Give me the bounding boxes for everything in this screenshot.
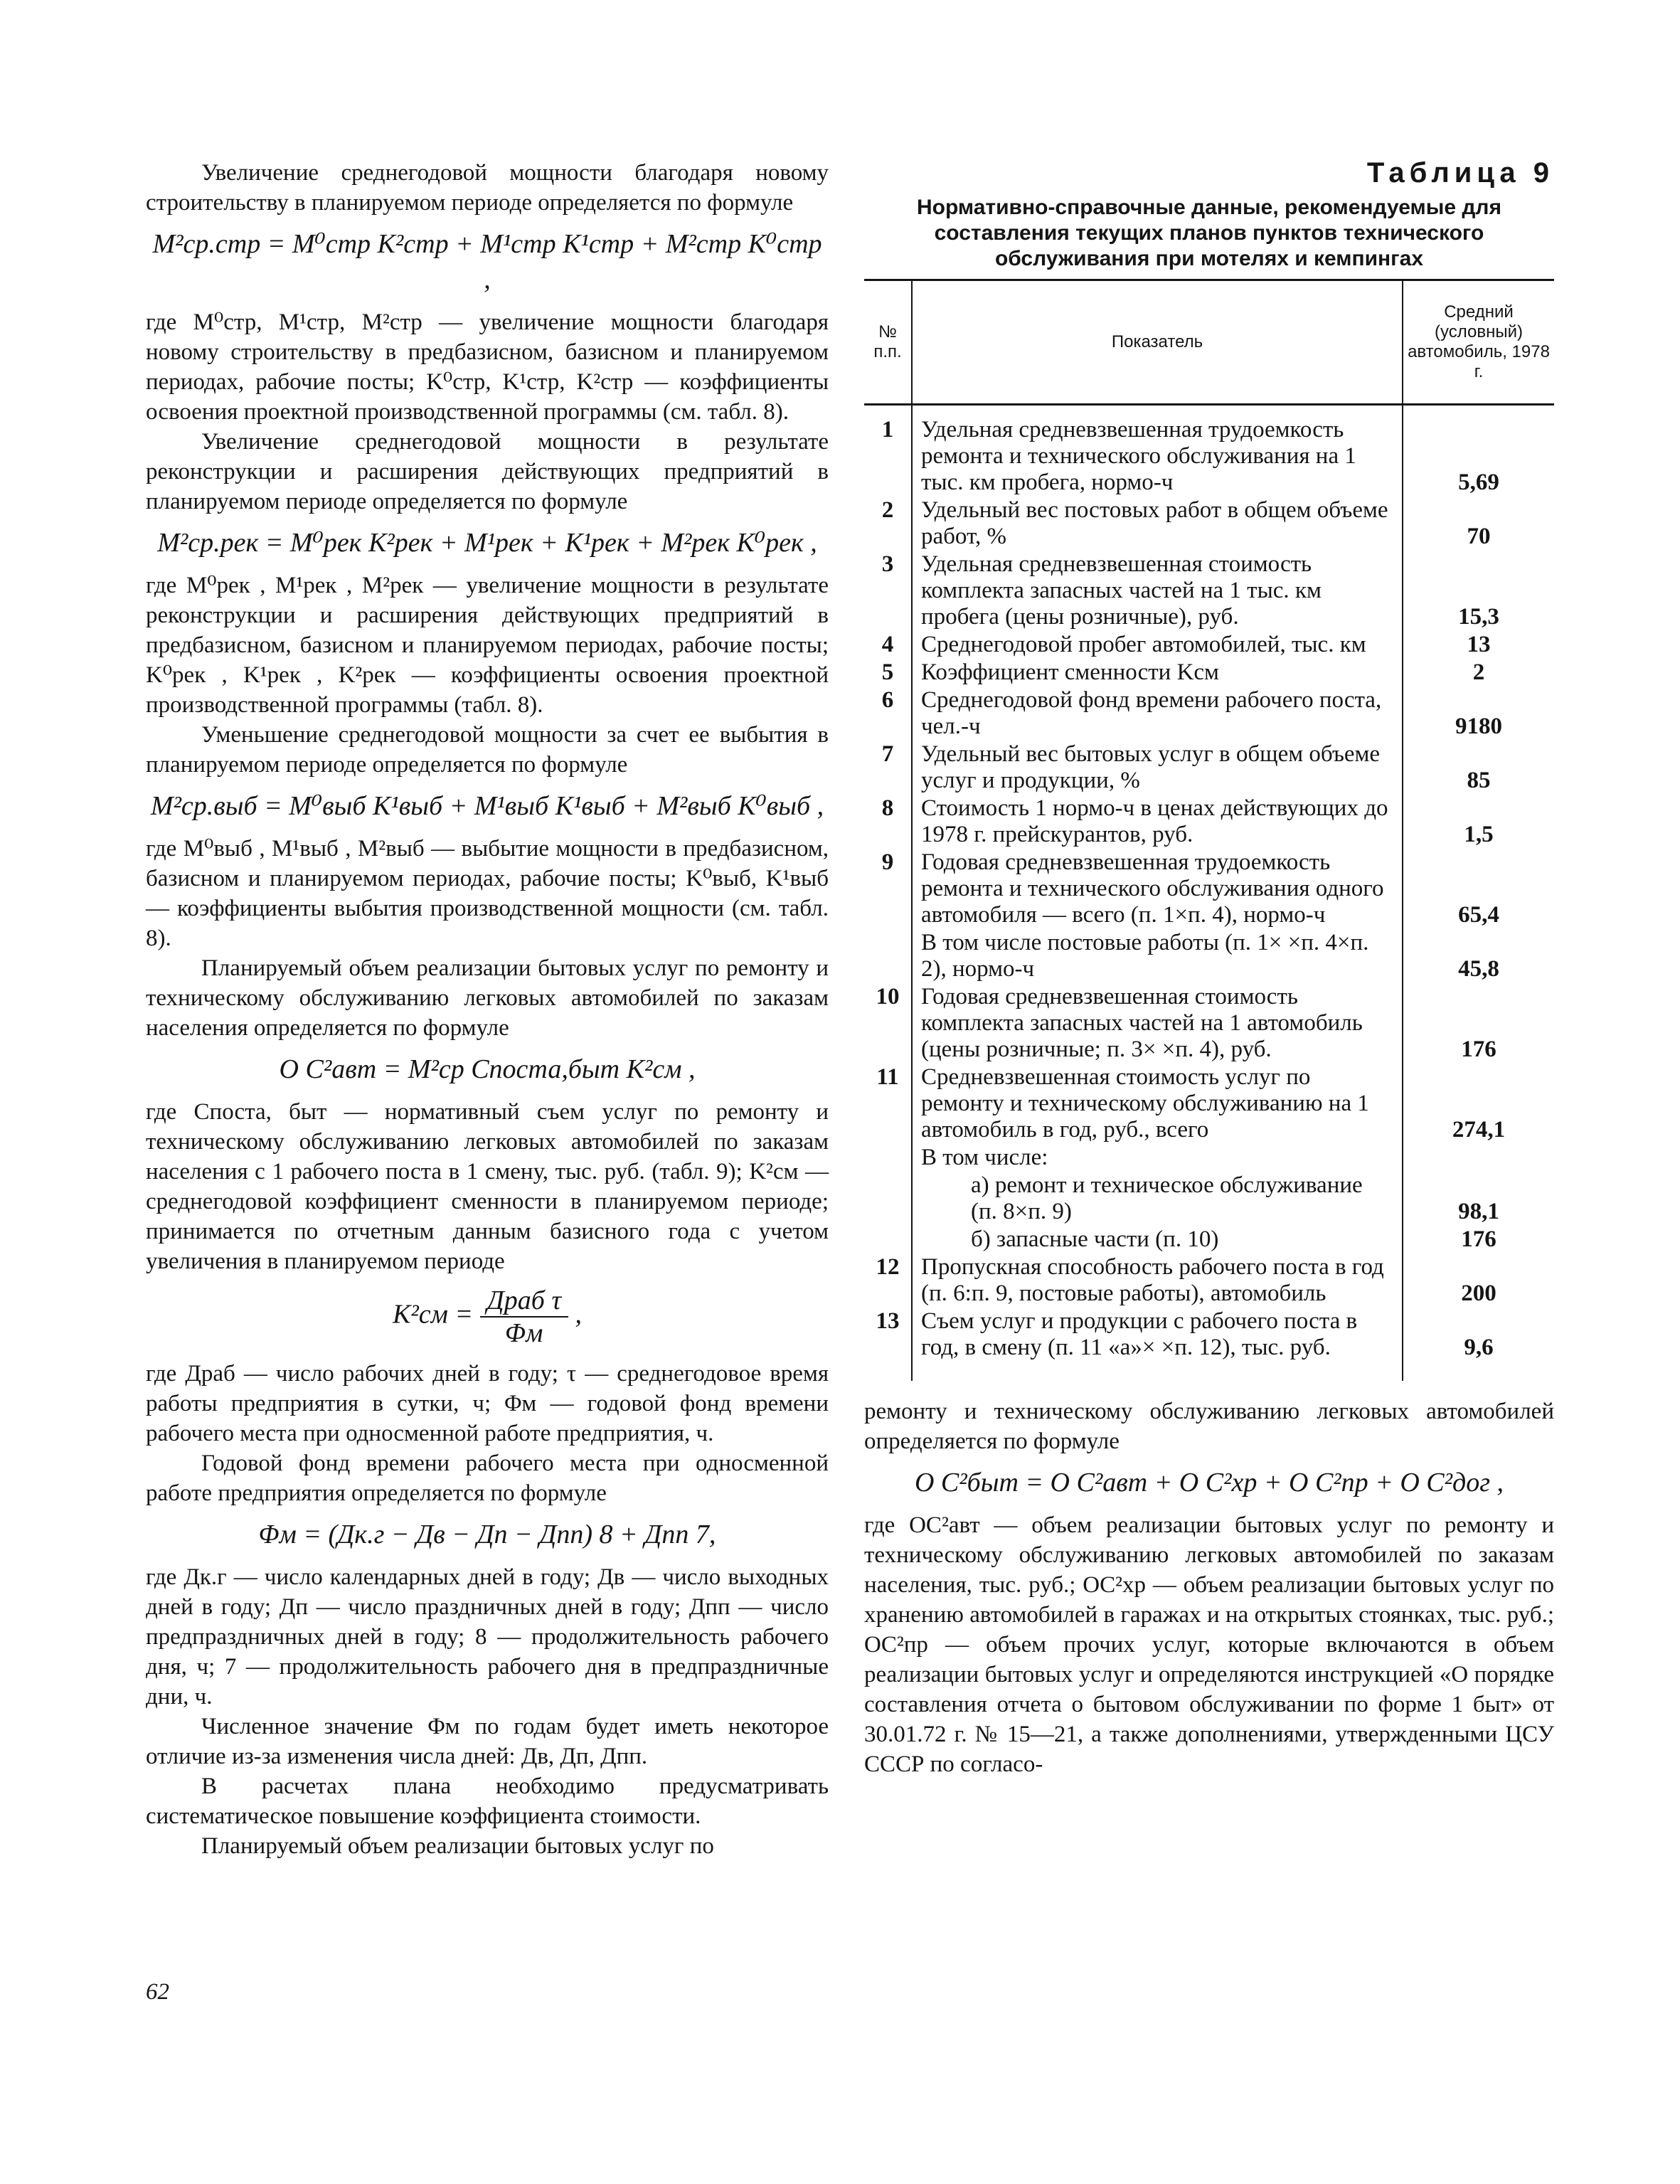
table-row xyxy=(864,929,1554,983)
paragraph: Планируемый объем реализации бытовых услуг по ремонту и техническому обслуживанию легковых автомобилей по заказам населения определяется по формуле xyxy=(146,955,829,1041)
table-row xyxy=(864,1308,1554,1381)
paragraph: ремонту и техническому обслуживанию легковых автомобилей определяется по формуле xyxy=(864,1399,1554,1454)
row-indicator xyxy=(912,1308,1403,1381)
row-number: 11 xyxy=(876,1064,899,1090)
paragraph: где M⁰рек , M¹рек , M²рек — увеличение мощности в результате реконструкции и расширения действующих предприятий в предбазисном, базисном и планируемом периодах, рабочие посты; K⁰рек , K¹рек , K²рек — коэффициенты освоения проектной производственной программы (табл. 8). xyxy=(146,573,829,718)
fraction-numerator: Драб τ xyxy=(480,1285,568,1318)
formula-retirement: M²ср.выб = M⁰выб K¹выб + M¹выб K¹выб + M²выб K⁰выб , xyxy=(150,791,824,821)
paragraph: Планируемый объем реализации бытовых услуг по xyxy=(201,1833,714,1859)
row-indicator-text: Стоимость 1 нормо-ч в ценах действующих до 1978 г. прейскурантов, руб. xyxy=(921,795,1388,847)
row-indicator-text: б) запасные части (п. 10) xyxy=(971,1226,1219,1252)
header-number: № п.п. xyxy=(864,280,912,405)
table-row xyxy=(864,741,1554,795)
table-row xyxy=(864,405,1554,497)
row-number: 13 xyxy=(876,1308,900,1334)
row-indicator-text: Удельная средневзвешенная трудоемкость ремонта и технического обслуживания на 1 тыс. км пробега, нормо-ч xyxy=(921,417,1356,495)
table-row xyxy=(864,983,1554,1064)
table-title: Нормативно-справочные данные, рекомендуемые для составления текущих планов пунктов технического обслуживания при мотелях и кемпингах xyxy=(917,196,1501,270)
row-number: 5 xyxy=(881,659,894,685)
row-value: 274,1 xyxy=(1452,1117,1506,1143)
row-indicator-text: Удельный вес постовых работ в общем объеме работ, % xyxy=(921,497,1388,549)
row-indicator xyxy=(912,1253,1403,1308)
row-value: 5,69 xyxy=(1458,470,1499,495)
table-row xyxy=(864,497,1554,551)
row-indicator xyxy=(912,551,1403,631)
row-indicator xyxy=(912,1144,1403,1172)
row-value: 9,6 xyxy=(1464,1335,1494,1360)
table-row xyxy=(864,1226,1554,1253)
formula-time-fund: Φм = (Дк.г − Дв − Дп − Дпп) 8 + Дпп 7, xyxy=(258,1520,716,1549)
row-indicator-text: Средневзвешенная стоимость услуг по ремонту и техническому обслуживанию на 1 автомобиль в год, руб., всего xyxy=(921,1064,1369,1143)
row-number: 10 xyxy=(876,984,900,1009)
row-value xyxy=(1403,1144,1554,1172)
row-number xyxy=(864,1172,912,1226)
paragraph: где Драб — число рабочих дней в году; τ — среднегодовое время работы предприятия в сутки, ч; Φм — годовой фонд времени рабочего места при односменной работе предприятия, ч. xyxy=(146,1361,829,1446)
row-value: 98,1 xyxy=(1458,1199,1499,1224)
row-value: 176 xyxy=(1461,1226,1496,1252)
row-indicator-text: Среднегодовой фонд времени рабочего поста, чел.-ч xyxy=(921,687,1382,739)
row-indicator xyxy=(912,849,1403,929)
table-label: Таблица 9 xyxy=(1366,157,1554,189)
paragraph: В расчетах плана необходимо предусматривать систематическое повышение коэффициента стоимости. xyxy=(146,1774,829,1829)
formula-construction: M²ср.стр = M⁰стр K²стр + M¹стр K¹стр + M²стр K⁰стр , xyxy=(152,229,822,295)
row-indicator xyxy=(912,687,1403,741)
reference-table xyxy=(864,279,1554,1381)
paragraph: где Дк.г — число календарных дней в году; Дв — число выходных дней в году; Дп — число праздничных дней в году; Дпп — число предпраздничных дней в году; 8 — продолжительность рабочего дня, ч; 7 — продолжительность рабочего дня в предпраздничные дни, ч. xyxy=(146,1564,829,1709)
row-value: 45,8 xyxy=(1458,956,1499,982)
row-number: 3 xyxy=(881,551,894,577)
row-indicator-text: Пропускная способность рабочего поста в год (п. 6:п. 9, постовые работы), автомобиль xyxy=(921,1254,1384,1306)
paragraph: где Cпоста, быт — нормативный съем услуг по ремонту и техническому обслуживанию легковых автомобилей по заказам населения с 1 рабочего поста в 1 смену, тыс. руб. (табл. 9); K²см — среднегодовой коэффициент сменности в планируемом периоде; принимается по отчетным данным базисного года с учетом увеличения в планируемом периоде xyxy=(146,1099,829,1274)
formula-lhs: K²см = xyxy=(393,1299,474,1330)
table-body xyxy=(864,405,1554,1382)
row-value: 200 xyxy=(1461,1281,1496,1306)
row-value: 85 xyxy=(1467,768,1491,793)
formula-service-volume: O C²авт = M²ср Cпоста,быт K²см , xyxy=(279,1054,696,1084)
row-indicator-text: Коэффициент сменности Kсм xyxy=(921,659,1219,685)
row-indicator xyxy=(912,497,1403,551)
row-indicator xyxy=(912,1226,1403,1253)
row-number xyxy=(864,1144,912,1172)
table-row xyxy=(864,631,1554,659)
table-row xyxy=(864,849,1554,929)
paragraph: Уменьшение среднегодовой мощности за счет ее выбытия в планируемом периоде определяется по формуле xyxy=(146,722,829,778)
table-row xyxy=(864,687,1554,741)
formula-reconstruction: M²ср.рек = M⁰рек K²рек + M¹рек + K¹рек + M²рек K⁰рек , xyxy=(157,528,817,558)
row-value: 1,5 xyxy=(1464,822,1494,847)
row-indicator xyxy=(912,1172,1403,1226)
paragraph: Увеличение среднегодовой мощности в результате реконструкции и расширения действующих предприятий в планируемом периоде определяется по формуле xyxy=(146,429,829,514)
table-row xyxy=(864,551,1554,631)
paragraph: Численное значение Φм по годам будет иметь некоторое отличие из-за изменения числа дней: Дв, Дп, Дпп. xyxy=(146,1714,829,1769)
row-indicator xyxy=(912,405,1403,497)
row-indicator-text: Годовая средневзвешенная трудоемкость ремонта и технического обслуживания одного автомобиля — всего (п. 1×п. 4), нормо-ч xyxy=(921,849,1384,928)
header-value: Средний (условный) автомобиль, 1978 г. xyxy=(1403,280,1554,405)
paragraph: Годовой фонд времени рабочего места при односменной работе предприятия определяется по формуле xyxy=(146,1451,829,1506)
formula-total-services: O C²быт = O C²авт + O C²хр + O C²пр + O C²дог , xyxy=(914,1468,1504,1497)
table-row xyxy=(864,1144,1554,1172)
row-number: 4 xyxy=(881,632,894,657)
formula-tail: , xyxy=(575,1299,582,1330)
row-indicator-text: В том числе постовые работы (п. 1× ×п. 4×п. 2), нормо-ч xyxy=(921,930,1369,982)
table-header-row xyxy=(864,280,1554,405)
row-number: 7 xyxy=(881,741,894,767)
header-indicator: Показатель xyxy=(912,280,1403,405)
row-value: 70 xyxy=(1467,524,1491,549)
row-value: 2 xyxy=(1472,659,1485,685)
table-row xyxy=(864,795,1554,849)
left-column xyxy=(146,158,829,1861)
table-row xyxy=(864,1064,1554,1144)
formula-shift-coefficient xyxy=(146,1285,829,1349)
row-number: 6 xyxy=(881,687,894,713)
row-indicator xyxy=(912,795,1403,849)
row-indicator-text: В том числе: xyxy=(921,1145,1048,1170)
table-row xyxy=(864,659,1554,687)
row-number xyxy=(864,1226,912,1253)
row-indicator-text: Удельный вес бытовых услуг в общем объеме услуг и продукции, % xyxy=(921,741,1381,793)
row-indicator-text: а) ремонт и техническое обслуживание (п. 8×п. 9) xyxy=(971,1172,1363,1224)
row-number: 2 xyxy=(881,497,894,523)
row-indicator-text: Удельная средневзвешенная стоимость комплекта запасных частей на 1 тыс. км пробега (цены розничные), руб. xyxy=(921,551,1322,630)
paragraph: где M⁰выб , M¹выб , M²выб — выбытие мощности в предбазисном, базисном и планируемом периодах, рабочие посты; K⁰выб, K¹выб — коэффициенты выбытия производственной мощности (см. табл. 8). xyxy=(146,836,829,951)
table-row xyxy=(864,1253,1554,1308)
fraction-denominator: Φм xyxy=(505,1318,543,1348)
row-indicator xyxy=(912,1064,1403,1144)
paragraph: где M⁰стр, M¹стр, M²стр — увеличение мощности благодаря новому строительству в предбазисном, базисном и планируемом периодах, рабочие посты; K⁰стр, K¹стр, K²стр — коэффициенты освоения проектной производственной программы (см. табл. 8). xyxy=(146,309,829,425)
row-value: 9180 xyxy=(1455,714,1502,739)
paragraph: Увеличение среднегодовой мощности благодаря новому строительству в планируемом периоде определяется по формуле xyxy=(146,160,829,216)
paragraph: где OC²авт — объем реализации бытовых услуг по ремонту и техническому обслуживанию легковых автомобилей по заказам населения, тыс. руб.; OC²хр — объем реализации бытовых услуг по хранению автомобилей в гаражах и на открытых стоянках, тыс. руб.; OC²пр — объем прочих услуг, которые включаются в объем реализации бытовых услуг и определяются инструкцией «О порядке составления отчета о бытовом обслуживании по форме 1 быт» от 30.01.72 г. № 15—21, а также дополнениями, утвержденными ЦСУ СССР по согласо- xyxy=(864,1512,1554,1777)
row-number xyxy=(864,929,912,983)
row-number: 12 xyxy=(876,1254,900,1280)
text-after-table xyxy=(864,1396,1554,1779)
page-number: 62 xyxy=(146,1979,169,2005)
row-indicator xyxy=(912,929,1403,983)
row-indicator-text: Годовая средневзвешенная стоимость комплекта запасных частей на 1 автомобиль (цены розничные; п. 3× ×п. 4), руб. xyxy=(921,984,1363,1062)
row-number: 1 xyxy=(881,417,894,442)
fraction xyxy=(480,1285,568,1349)
table-row xyxy=(864,1172,1554,1226)
row-indicator xyxy=(912,631,1403,659)
row-value: 15,3 xyxy=(1458,604,1499,630)
row-number: 9 xyxy=(881,849,894,875)
row-number: 8 xyxy=(881,795,894,821)
row-indicator xyxy=(912,659,1403,687)
row-value: 65,4 xyxy=(1458,902,1499,928)
row-indicator-text: Среднегодовой пробег автомобилей, тыс. км xyxy=(921,632,1366,657)
row-value: 176 xyxy=(1461,1037,1496,1062)
right-column xyxy=(864,158,1554,1779)
row-indicator xyxy=(912,741,1403,795)
row-indicator-text: Съем услуг и продукции с рабочего поста в год, в смену (п. 11 «а»× ×п. 12), тыс. руб. xyxy=(921,1308,1358,1360)
row-value: 13 xyxy=(1467,632,1491,657)
row-indicator xyxy=(912,983,1403,1064)
